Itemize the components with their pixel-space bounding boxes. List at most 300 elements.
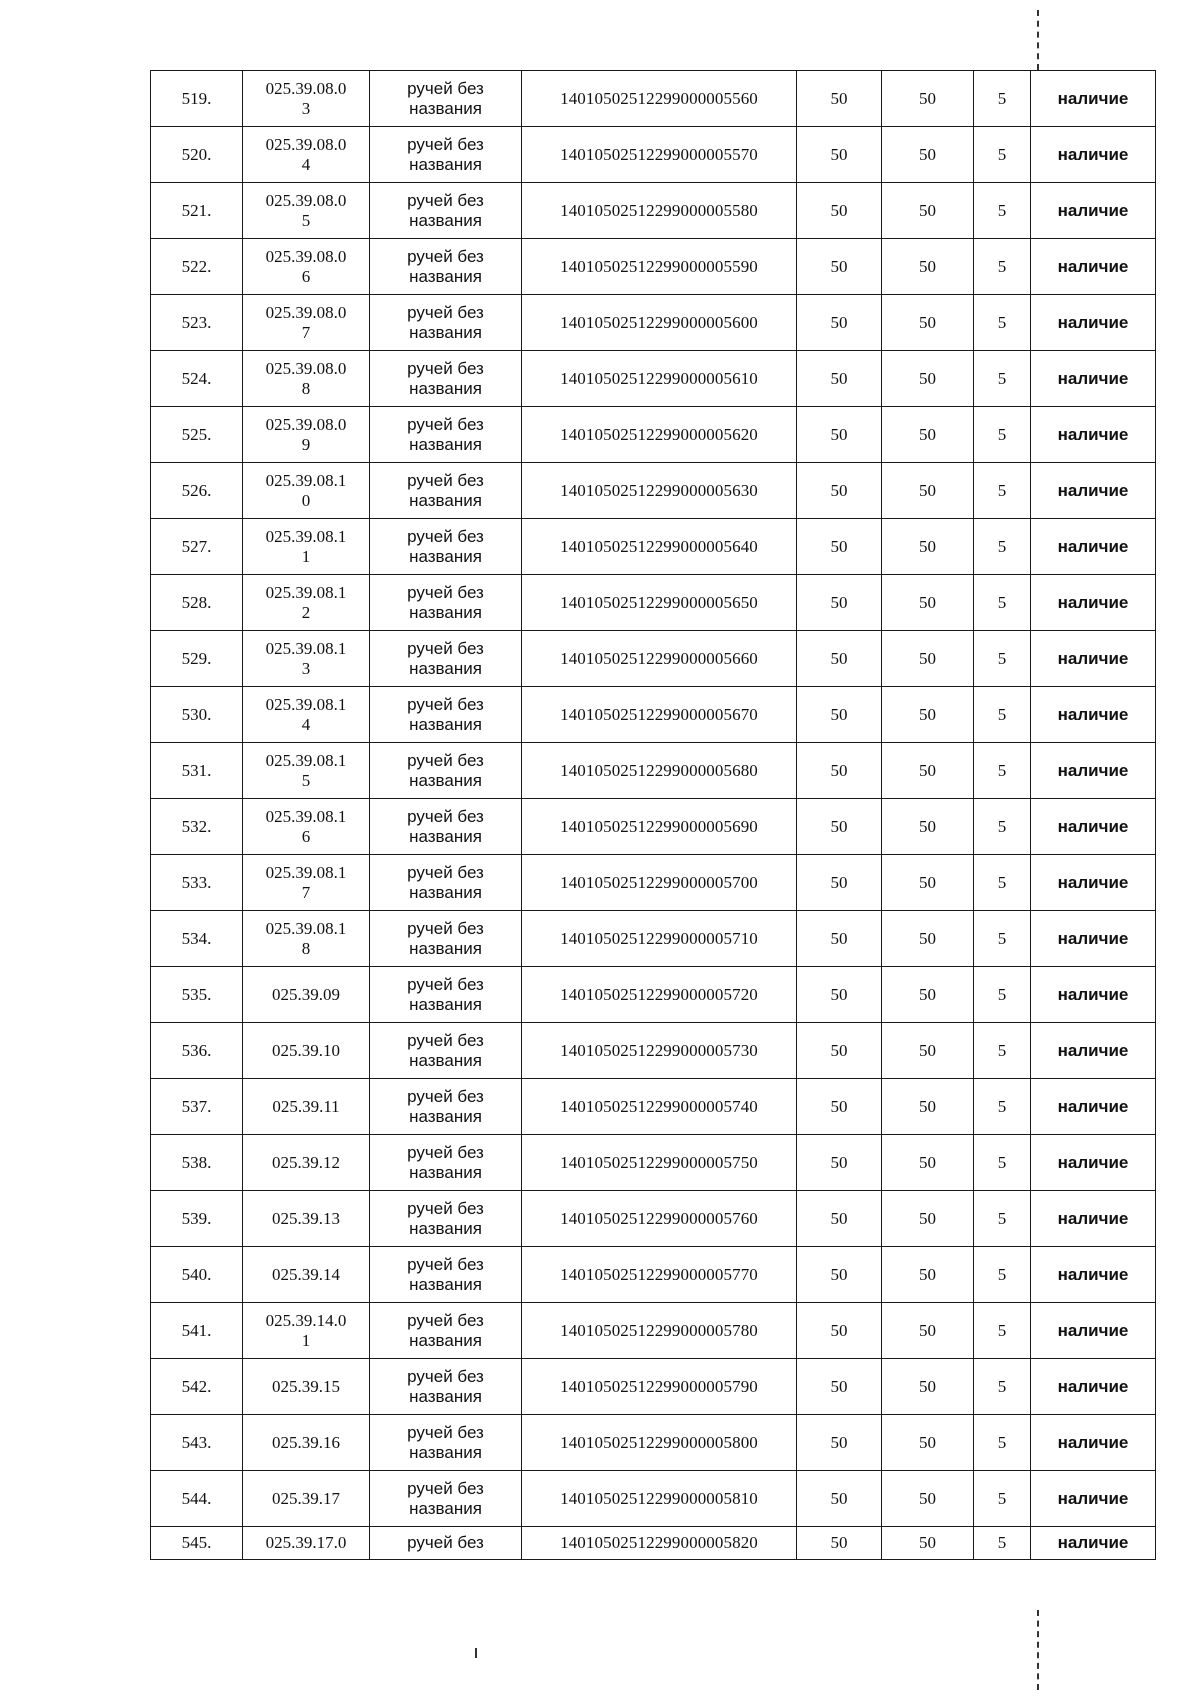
object-code-line: 025.39.08.1 [265, 526, 347, 546]
object-name-cell [370, 911, 522, 967]
object-code-cell [243, 1023, 370, 1079]
value-col-6: 50 [882, 799, 974, 855]
object-code-line: 025.39.11 [272, 1096, 340, 1116]
object-code-cell [243, 239, 370, 295]
table-row [151, 127, 1156, 183]
row-number: 543. [151, 1415, 243, 1471]
value-col-5: 50 [797, 799, 882, 855]
row-number: 525. [151, 407, 243, 463]
object-name-cell [370, 967, 522, 1023]
value-col-6: 50 [882, 127, 974, 183]
registry-code: 14010502512299000005810 [522, 1471, 797, 1527]
value-col-7: 5 [974, 239, 1031, 295]
object-name-line: ручей без [407, 246, 484, 266]
object-name-line: ручей без [407, 1422, 484, 1442]
table-row [151, 351, 1156, 407]
object-code-line: 7 [301, 322, 311, 342]
object-name-line: названия [409, 1386, 482, 1406]
value-col-7: 5 [974, 967, 1031, 1023]
object-name-line: ручей без [407, 638, 484, 658]
table-row [151, 295, 1156, 351]
table-row [151, 1359, 1156, 1415]
object-code-line: 8 [301, 378, 311, 398]
value-col-7: 5 [974, 127, 1031, 183]
object-name-cell [370, 295, 522, 351]
object-code-cell [243, 575, 370, 631]
object-name-line: ручей без [407, 1478, 484, 1498]
value-col-5: 50 [797, 1303, 882, 1359]
value-col-7: 5 [974, 1079, 1031, 1135]
object-name-line: ручей без [407, 414, 484, 434]
registry-code: 14010502512299000005780 [522, 1303, 797, 1359]
value-col-7: 5 [974, 1247, 1031, 1303]
object-code-line: 2 [301, 602, 311, 622]
value-col-7: 5 [974, 351, 1031, 407]
registry-code: 14010502512299000005720 [522, 967, 797, 1023]
value-col-5: 50 [797, 967, 882, 1023]
registry-code: 14010502512299000005760 [522, 1191, 797, 1247]
object-name-cell [370, 855, 522, 911]
row-number: 544. [151, 1471, 243, 1527]
object-code-line: 8 [301, 938, 311, 958]
presence-status: наличие [1031, 463, 1156, 519]
value-col-7: 5 [974, 1023, 1031, 1079]
object-code-line: 025.39.08.1 [265, 862, 347, 882]
table-row [151, 1303, 1156, 1359]
object-code-line: 0 [301, 490, 311, 510]
registry-code: 14010502512299000005750 [522, 1135, 797, 1191]
object-name-cell [370, 1079, 522, 1135]
object-code-cell [243, 183, 370, 239]
table-row [151, 1471, 1156, 1527]
object-name-cell [370, 799, 522, 855]
registry-code: 14010502512299000005640 [522, 519, 797, 575]
presence-status: наличие [1031, 1135, 1156, 1191]
table-row [151, 1191, 1156, 1247]
object-code-line: 025.39.08.0 [265, 246, 347, 266]
registry-code: 14010502512299000005630 [522, 463, 797, 519]
object-code-line: 6 [301, 826, 311, 846]
table-row [151, 967, 1156, 1023]
value-col-5: 50 [797, 855, 882, 911]
object-name-line: ручей без [407, 974, 484, 994]
object-code-line: 4 [301, 714, 311, 734]
row-number: 535. [151, 967, 243, 1023]
value-col-7: 5 [974, 743, 1031, 799]
value-col-5: 50 [797, 631, 882, 687]
value-col-6: 50 [882, 239, 974, 295]
value-col-7: 5 [974, 631, 1031, 687]
row-number: 532. [151, 799, 243, 855]
value-col-5: 50 [797, 239, 882, 295]
row-number: 534. [151, 911, 243, 967]
object-name-line: ручей без [407, 1533, 484, 1553]
value-col-6: 50 [882, 1247, 974, 1303]
scan-fold-line-top [1037, 10, 1039, 70]
value-col-6: 50 [882, 687, 974, 743]
registry-code: 14010502512299000005560 [522, 71, 797, 127]
presence-status: наличие [1031, 351, 1156, 407]
presence-status: наличие [1031, 855, 1156, 911]
row-number: 540. [151, 1247, 243, 1303]
table-row [151, 743, 1156, 799]
object-code-cell [243, 1359, 370, 1415]
object-name-line: названия [409, 994, 482, 1014]
table-row [151, 1079, 1156, 1135]
value-col-7: 5 [974, 295, 1031, 351]
registry-code: 14010502512299000005770 [522, 1247, 797, 1303]
scan-speck [475, 1648, 477, 1658]
value-col-6: 50 [882, 463, 974, 519]
value-col-6: 50 [882, 183, 974, 239]
object-code-cell [243, 519, 370, 575]
object-name-line: ручей без [407, 582, 484, 602]
object-name-cell [370, 519, 522, 575]
object-name-cell [370, 127, 522, 183]
registry-code: 14010502512299000005590 [522, 239, 797, 295]
object-name-cell [370, 183, 522, 239]
object-code-line: 025.39.08.1 [265, 638, 347, 658]
object-name-line: ручей без [407, 1366, 484, 1386]
object-name-cell [370, 743, 522, 799]
presence-status: наличие [1031, 127, 1156, 183]
presence-status: наличие [1031, 1023, 1156, 1079]
object-code-line: 025.39.08.1 [265, 694, 347, 714]
row-number: 529. [151, 631, 243, 687]
object-code-cell [243, 463, 370, 519]
registry-code: 14010502512299000005790 [522, 1359, 797, 1415]
object-name-cell [370, 1471, 522, 1527]
value-col-5: 50 [797, 1471, 882, 1527]
value-col-6: 50 [882, 1303, 974, 1359]
registry-code: 14010502512299000005740 [522, 1079, 797, 1135]
row-number: 539. [151, 1191, 243, 1247]
object-name-line: ручей без [407, 134, 484, 154]
object-name-cell [370, 239, 522, 295]
registry-code: 14010502512299000005600 [522, 295, 797, 351]
registry-code: 14010502512299000005650 [522, 575, 797, 631]
object-name-cell [370, 1023, 522, 1079]
presence-status: наличие [1031, 687, 1156, 743]
value-col-6: 50 [882, 295, 974, 351]
table-row [151, 1527, 1156, 1560]
registry-code: 14010502512299000005680 [522, 743, 797, 799]
object-code-cell [243, 911, 370, 967]
object-name-cell [370, 1303, 522, 1359]
object-code-cell [243, 1135, 370, 1191]
object-name-line: ручей без [407, 78, 484, 98]
table-row [151, 631, 1156, 687]
row-number: 522. [151, 239, 243, 295]
value-col-6: 50 [882, 519, 974, 575]
presence-status: наличие [1031, 575, 1156, 631]
row-number: 536. [151, 1023, 243, 1079]
object-name-line: ручей без [407, 694, 484, 714]
row-number: 521. [151, 183, 243, 239]
object-code-line: 025.39.17.0 [265, 1533, 347, 1553]
value-col-5: 50 [797, 127, 882, 183]
value-col-7: 5 [974, 71, 1031, 127]
presence-status: наличие [1031, 1359, 1156, 1415]
table-body [151, 71, 1156, 1560]
row-number: 542. [151, 1359, 243, 1415]
object-name-line: названия [409, 266, 482, 286]
object-code-line: 025.39.08.0 [265, 358, 347, 378]
object-name-cell [370, 1415, 522, 1471]
table-row [151, 407, 1156, 463]
table-row [151, 463, 1156, 519]
registry-code: 14010502512299000005710 [522, 911, 797, 967]
object-name-line: названия [409, 154, 482, 174]
table-row [151, 855, 1156, 911]
object-name-line: ручей без [407, 1030, 484, 1050]
object-name-line: ручей без [407, 526, 484, 546]
registry-code: 14010502512299000005580 [522, 183, 797, 239]
value-col-7: 5 [974, 687, 1031, 743]
object-code-line: 025.39.08.1 [265, 806, 347, 826]
object-name-line: названия [409, 434, 482, 454]
object-name-line: названия [409, 1218, 482, 1238]
table-row [151, 71, 1156, 127]
object-name-line: названия [409, 546, 482, 566]
object-name-line: названия [409, 1050, 482, 1070]
value-col-5: 50 [797, 911, 882, 967]
row-number: 528. [151, 575, 243, 631]
value-col-5: 50 [797, 407, 882, 463]
object-name-line: названия [409, 490, 482, 510]
object-name-line: ручей без [407, 1198, 484, 1218]
value-col-7: 5 [974, 1135, 1031, 1191]
table-row [151, 519, 1156, 575]
object-code-cell [243, 1191, 370, 1247]
object-name-cell [370, 1359, 522, 1415]
value-col-6: 50 [882, 855, 974, 911]
presence-status: наличие [1031, 911, 1156, 967]
object-code-line: 025.39.08.0 [265, 302, 347, 322]
row-number: 533. [151, 855, 243, 911]
object-name-line: названия [409, 1330, 482, 1350]
object-code-line: 5 [301, 770, 311, 790]
registry-code: 14010502512299000005690 [522, 799, 797, 855]
object-code-cell [243, 127, 370, 183]
registry-code: 14010502512299000005800 [522, 1415, 797, 1471]
object-name-line: названия [409, 378, 482, 398]
object-code-cell [243, 71, 370, 127]
row-number: 541. [151, 1303, 243, 1359]
registry-code: 14010502512299000005620 [522, 407, 797, 463]
value-col-5: 50 [797, 71, 882, 127]
value-col-5: 50 [797, 1023, 882, 1079]
value-col-7: 5 [974, 1527, 1031, 1560]
object-code-cell [243, 1303, 370, 1359]
object-name-line: ручей без [407, 1142, 484, 1162]
presence-status: наличие [1031, 239, 1156, 295]
table-row [151, 911, 1156, 967]
object-code-cell [243, 743, 370, 799]
value-col-5: 50 [797, 351, 882, 407]
value-col-5: 50 [797, 1415, 882, 1471]
object-code-cell [243, 967, 370, 1023]
table-row [151, 183, 1156, 239]
value-col-6: 50 [882, 911, 974, 967]
value-col-5: 50 [797, 1135, 882, 1191]
value-col-7: 5 [974, 1191, 1031, 1247]
presence-status: наличие [1031, 743, 1156, 799]
object-name-line: ручей без [407, 190, 484, 210]
object-code-line: 025.39.15 [272, 1376, 340, 1396]
object-code-cell [243, 351, 370, 407]
object-name-cell [370, 351, 522, 407]
value-col-7: 5 [974, 463, 1031, 519]
value-col-6: 50 [882, 631, 974, 687]
row-number: 519. [151, 71, 243, 127]
object-name-line: названия [409, 1498, 482, 1518]
object-name-cell [370, 687, 522, 743]
object-name-cell [370, 631, 522, 687]
table-row [151, 239, 1156, 295]
object-code-line: 7 [301, 882, 311, 902]
object-name-line: названия [409, 1442, 482, 1462]
value-col-7: 5 [974, 855, 1031, 911]
object-name-line: ручей без [407, 302, 484, 322]
object-name-line: ручей без [407, 470, 484, 490]
value-col-6: 50 [882, 71, 974, 127]
value-col-7: 5 [974, 183, 1031, 239]
value-col-5: 50 [797, 1527, 882, 1560]
presence-status: наличие [1031, 1471, 1156, 1527]
value-col-6: 50 [882, 1191, 974, 1247]
value-col-7: 5 [974, 911, 1031, 967]
object-name-line: названия [409, 770, 482, 790]
scan-fold-line-bottom [1037, 1610, 1039, 1690]
row-number: 520. [151, 127, 243, 183]
object-code-line: 5 [301, 210, 311, 230]
object-code-cell [243, 1471, 370, 1527]
value-col-5: 50 [797, 1359, 882, 1415]
value-col-6: 50 [882, 1471, 974, 1527]
presence-status: наличие [1031, 519, 1156, 575]
object-name-line: ручей без [407, 1086, 484, 1106]
object-name-cell [370, 71, 522, 127]
object-name-line: названия [409, 322, 482, 342]
object-code-line: 025.39.08.0 [265, 190, 347, 210]
object-name-line: названия [409, 826, 482, 846]
object-name-line: ручей без [407, 1310, 484, 1330]
value-col-7: 5 [974, 575, 1031, 631]
presence-status: наличие [1031, 1527, 1156, 1560]
object-code-cell [243, 687, 370, 743]
object-code-line: 025.39.13 [272, 1208, 340, 1228]
presence-status: наличие [1031, 799, 1156, 855]
object-name-cell [370, 1247, 522, 1303]
object-code-line: 4 [301, 154, 311, 174]
presence-status: наличие [1031, 1247, 1156, 1303]
object-code-line: 025.39.09 [272, 984, 340, 1004]
object-name-line: названия [409, 98, 482, 118]
value-col-5: 50 [797, 743, 882, 799]
object-name-line: ручей без [407, 1254, 484, 1274]
registry-code: 14010502512299000005610 [522, 351, 797, 407]
value-col-7: 5 [974, 407, 1031, 463]
presence-status: наличие [1031, 183, 1156, 239]
object-code-cell [243, 1527, 370, 1560]
object-name-line: названия [409, 1106, 482, 1126]
presence-status: наличие [1031, 295, 1156, 351]
water-objects-table [150, 70, 1156, 1560]
row-number: 538. [151, 1135, 243, 1191]
presence-status: наличие [1031, 967, 1156, 1023]
value-col-5: 50 [797, 575, 882, 631]
object-code-cell [243, 799, 370, 855]
object-code-line: 9 [301, 434, 311, 454]
presence-status: наличие [1031, 1303, 1156, 1359]
value-col-7: 5 [974, 799, 1031, 855]
registry-code: 14010502512299000005670 [522, 687, 797, 743]
object-name-line: ручей без [407, 806, 484, 826]
presence-status: наличие [1031, 71, 1156, 127]
object-code-line: 025.39.08.0 [265, 134, 347, 154]
value-col-7: 5 [974, 1415, 1031, 1471]
table-row [151, 799, 1156, 855]
row-number: 523. [151, 295, 243, 351]
table-row [151, 1135, 1156, 1191]
object-code-line: 025.39.08.1 [265, 918, 347, 938]
object-code-line: 025.39.08.1 [265, 470, 347, 490]
table-row [151, 1415, 1156, 1471]
value-col-6: 50 [882, 1135, 974, 1191]
registry-code: 14010502512299000005660 [522, 631, 797, 687]
value-col-6: 50 [882, 1527, 974, 1560]
row-number: 531. [151, 743, 243, 799]
value-col-5: 50 [797, 687, 882, 743]
value-col-6: 50 [882, 967, 974, 1023]
object-code-line: 025.39.08.0 [265, 414, 347, 434]
table-row [151, 1023, 1156, 1079]
presence-status: наличие [1031, 407, 1156, 463]
object-name-cell [370, 575, 522, 631]
value-col-5: 50 [797, 1247, 882, 1303]
object-code-line: 025.39.14.0 [265, 1310, 347, 1330]
presence-status: наличие [1031, 631, 1156, 687]
object-name-cell [370, 1135, 522, 1191]
object-code-line: 025.39.12 [272, 1152, 340, 1172]
object-code-line: 3 [301, 658, 311, 678]
object-code-line: 3 [301, 98, 311, 118]
value-col-5: 50 [797, 1079, 882, 1135]
object-code-cell [243, 407, 370, 463]
row-number: 530. [151, 687, 243, 743]
object-code-cell [243, 1247, 370, 1303]
value-col-7: 5 [974, 1471, 1031, 1527]
registry-code: 14010502512299000005820 [522, 1527, 797, 1560]
object-name-line: ручей без [407, 750, 484, 770]
object-name-line: ручей без [407, 918, 484, 938]
object-code-line: 025.39.08.0 [265, 78, 347, 98]
object-name-line: ручей без [407, 862, 484, 882]
object-name-line: названия [409, 1162, 482, 1182]
object-code-line: 025.39.14 [272, 1264, 340, 1284]
object-code-line: 1 [301, 1330, 311, 1350]
value-col-7: 5 [974, 519, 1031, 575]
value-col-6: 50 [882, 1079, 974, 1135]
object-name-line: названия [409, 210, 482, 230]
value-col-5: 50 [797, 519, 882, 575]
object-name-line: названия [409, 938, 482, 958]
value-col-6: 50 [882, 1415, 974, 1471]
value-col-7: 5 [974, 1359, 1031, 1415]
row-number: 545. [151, 1527, 243, 1560]
object-name-line: названия [409, 658, 482, 678]
